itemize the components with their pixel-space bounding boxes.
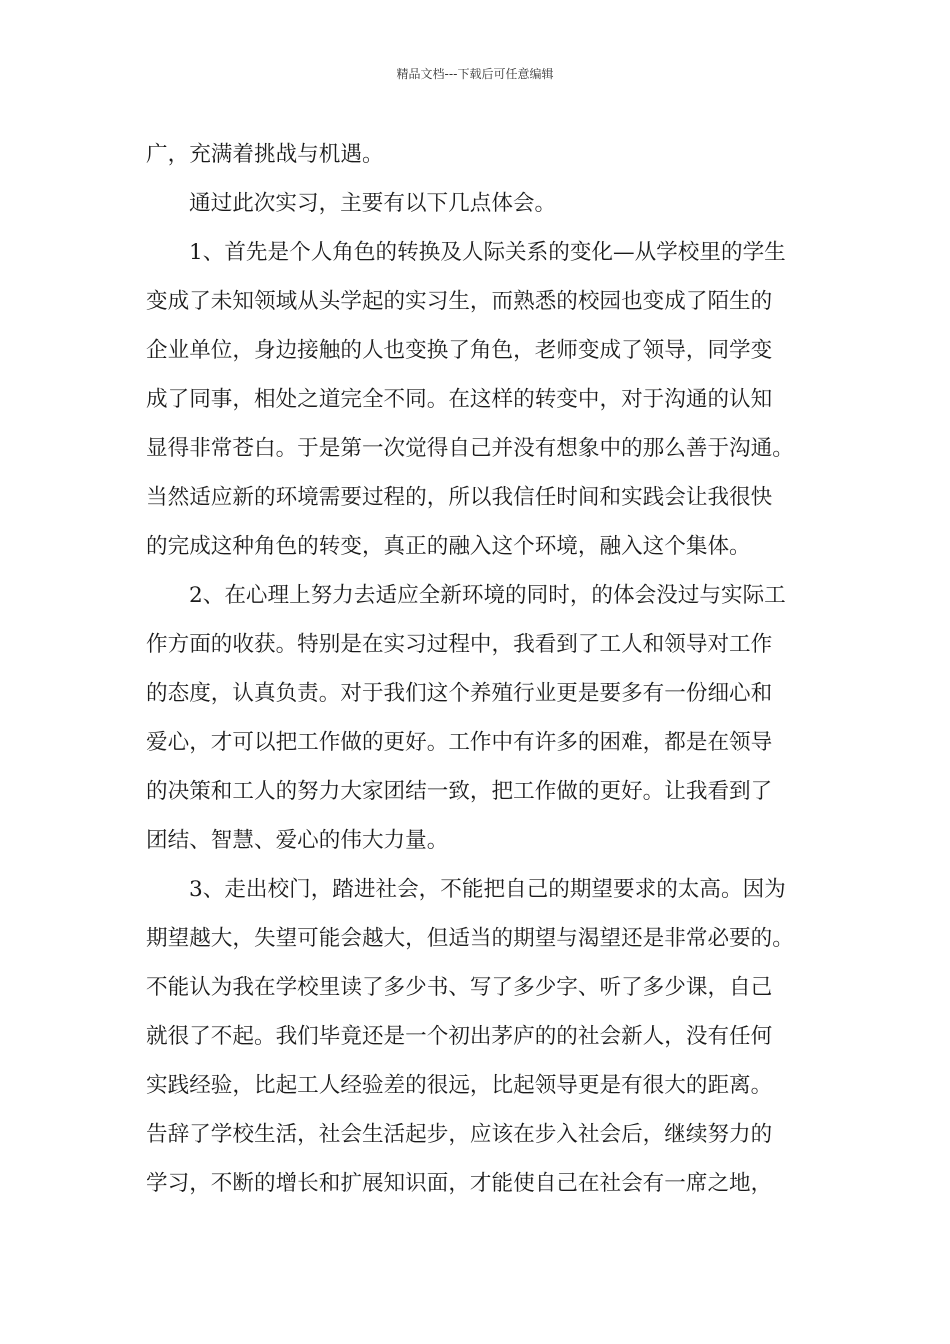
text-line-16: 3、走出校门，踏进社会，不能把自己的期望要求的太高。因为 [189,877,786,902]
document-body [146,130,822,1208]
text-line-6: 成了同事，相处之道完全不同。在这样的转变中，对于沟通的认知 [146,387,773,412]
text-line-3: 1、首先是个人角色的转换及人际关系的变化—从学校里的学生 [189,240,786,265]
text-line-18: 不能认为我在学校里读了多少书、写了多少字、听了多少课，自己 [146,975,773,1000]
text-line-22: 学习，不断的增长和扩展知识面，才能使自己在社会有一席之地， [146,1171,773,1196]
text-line-20: 实践经验，比起工人经验差的很远，比起领导更是有很大的距离。 [146,1073,773,1098]
text-line-15: 团结、智慧、爱心的伟大力量。 [146,828,449,853]
text-line-19: 就很了不起。我们毕竟还是一个初出茅庐的的社会新人，没有任何 [146,1024,773,1049]
text-line-2: 通过此次实习，主要有以下几点体会。 [189,191,557,216]
text-line-17: 期望越大，失望可能会越大，但适当的期望与渴望还是非常必要的。 [146,926,794,951]
text-line-12: 的态度，认真负责。对于我们这个养殖行业更是要多有一份细心和 [146,681,773,706]
text-line-11: 作方面的收获。特别是在实习过程中，我看到了工人和领导对工作 [146,632,773,657]
text-line-8: 当然适应新的环境需要过程的，所以我信任时间和实践会让我很快 [146,485,773,510]
text-line-14: 的决策和工人的努力大家团结一致，把工作做的更好。让我看到了 [146,779,773,804]
text-line-21: 告辞了学校生活，社会生活起步，应该在步入社会后，继续努力的 [146,1122,773,1147]
text-line-13: 爱心，才可以把工作做的更好。工作中有许多的困难，都是在领导 [146,730,773,755]
text-line-4: 变成了未知领域从头学起的实习生，而熟悉的校园也变成了陌生的 [146,289,773,314]
text-line-5: 企业单位，身边接触的人也变换了角色，老师变成了领导，同学变 [146,338,773,363]
page-header: 精品文档---下载后可任意编辑 [396,67,554,81]
text-line-9: 的完成这种角色的转变，真正的融入这个环境，融入这个集体。 [146,534,751,559]
text-line-7: 显得非常苍白。于是第一次觉得自己并没有想象中的那么善于沟通。 [146,436,794,461]
text-line-1: 广，充满着挑战与机遇。 [146,142,384,167]
text-line-10: 2、在心理上努力去适应全新环境的同时，的体会没过与实际工 [189,583,786,608]
